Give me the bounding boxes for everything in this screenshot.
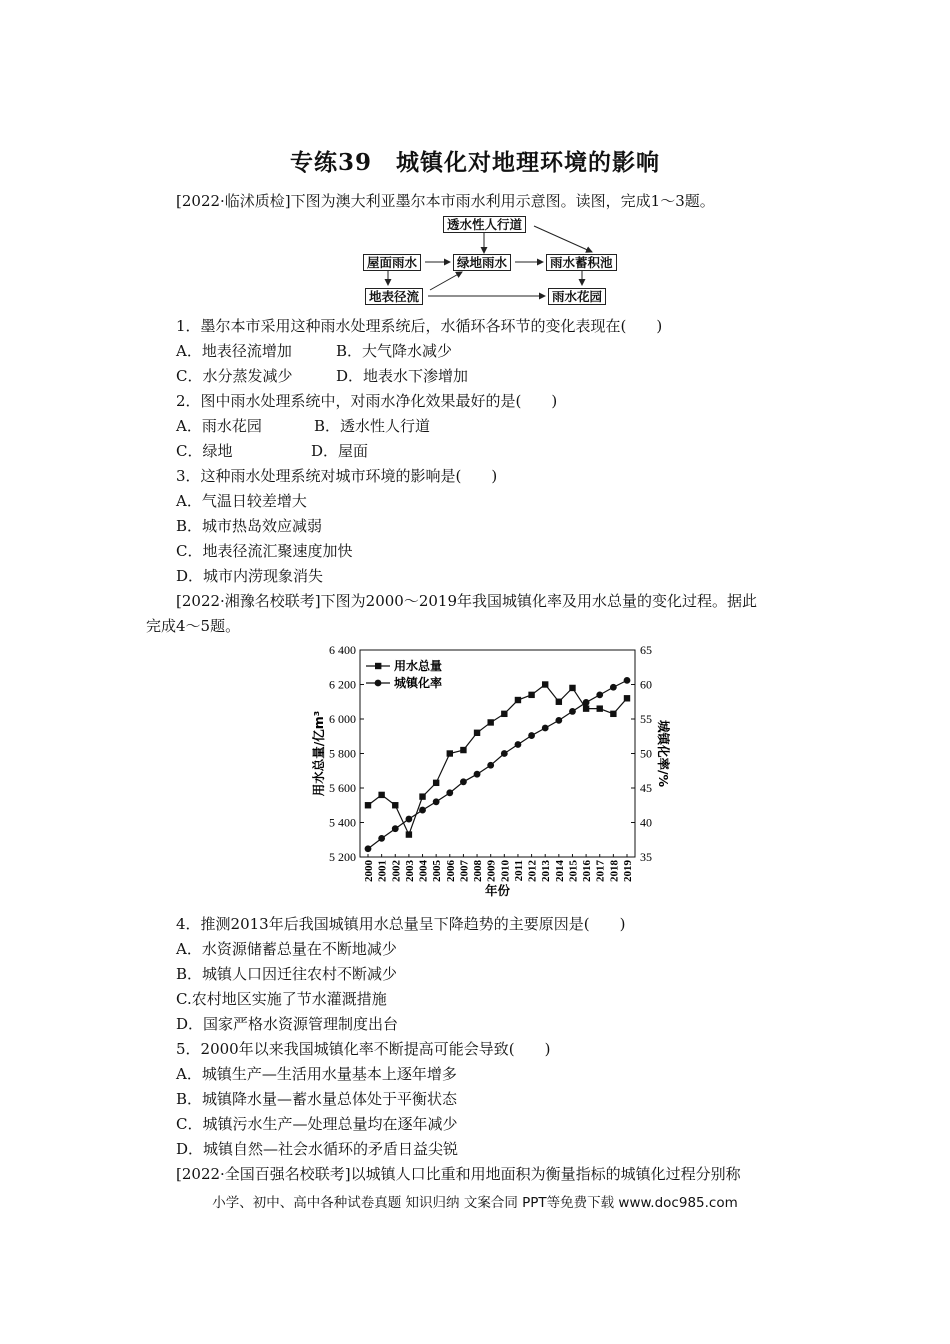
legend-label-1: 用水总量 <box>394 659 443 673</box>
water-use-point <box>433 780 439 786</box>
q1-option-b: B．大气降水减少 <box>336 342 453 360</box>
urbanization-point <box>405 816 412 823</box>
q2-option-c: C．绿地 <box>176 442 233 460</box>
chart-svg <box>305 640 671 898</box>
y-right-tick-label: 45 <box>640 781 652 795</box>
x-tick-label: 2014 <box>553 860 566 882</box>
urbanization-point <box>378 835 385 842</box>
q3-stem: 3．这种雨水处理系统对城市环境的影响是( ) <box>176 467 498 485</box>
water-use-point <box>406 831 412 837</box>
legend-marker-circle <box>375 680 382 687</box>
box-roof-rainwater: 屋面雨水 <box>363 254 421 271</box>
water-use-point <box>624 695 630 701</box>
x-tick-label: 2013 <box>540 860 553 882</box>
box-green-rainwater: 绿地雨水 <box>453 254 511 271</box>
urbanization-point <box>460 778 467 785</box>
x-tick-label: 2010 <box>499 860 512 882</box>
urbanization-point <box>501 750 508 757</box>
footer-banner: 小学、初中、高中各种试卷真题 知识归纳 文案合同 PPT等免费下载 www.doc985.com <box>212 1195 738 1211</box>
x-axis-title: 年份 <box>484 883 511 898</box>
water-use-point <box>610 711 616 717</box>
q3-option-d: D．城市内涝现象消失 <box>176 567 324 585</box>
box-rain-garden: 雨水花园 <box>548 288 606 305</box>
q5-option-a: A．城镇生产—生活用水量基本上逐年增多 <box>176 1065 457 1083</box>
y-right-tick-label: 55 <box>640 712 652 726</box>
rainwater-flow-diagram <box>360 214 640 306</box>
q1-stem: 1．墨尔本市采用这种雨水处理系统后，水循环各环节的变化表现在( ) <box>176 317 663 335</box>
q5-option-d: D．城镇自然—社会水循环的矛盾日益尖锐 <box>176 1140 459 1158</box>
intro-paragraph-1: [2022·临沭质检]下图为澳大利亚墨尔本市雨水利用示意图。读图，完成1～3题。 <box>176 192 715 210</box>
urbanization-point <box>419 807 426 814</box>
box-rain-pool: 雨水蓄积池 <box>546 254 617 271</box>
urbanization-point <box>542 725 549 732</box>
urbanization-point <box>583 699 590 706</box>
y-left-tick-label: 5 200 <box>329 850 356 864</box>
q4-option-d: D．国家严格水资源管理制度出台 <box>176 1015 399 1033</box>
q3-option-b: B．城市热岛效应减弱 <box>176 517 323 535</box>
y-left-tick-label: 6 400 <box>329 643 356 657</box>
page-title: 专练39 城镇化对地理环境的影响 <box>289 149 660 176</box>
y-right-tick-label: 65 <box>640 643 652 657</box>
urbanization-point <box>365 845 372 852</box>
y-right-tick-label: 50 <box>640 746 652 761</box>
water-use-point <box>392 802 398 808</box>
y-right-tick-label: 60 <box>640 677 652 692</box>
urbanization-water-chart <box>305 640 671 898</box>
x-tick-label: 2019 <box>622 860 634 882</box>
water-use-point <box>583 705 589 711</box>
water-use-point <box>474 730 480 736</box>
q4-option-a: A．水资源储蓄总量在不断地减少 <box>176 940 397 958</box>
q2-options-ab <box>176 416 430 436</box>
intro-paragraph-2-cont: 完成4～5题。 <box>146 617 241 635</box>
y-left-tick-label: 6 000 <box>329 712 356 726</box>
urbanization-point <box>555 717 562 724</box>
q3-option-a: A．气温日较差增大 <box>176 492 307 510</box>
q2-option-a: A．雨水花园 <box>176 417 262 435</box>
q4-option-c: C.农村地区实施了节水灌溉措施 <box>176 990 387 1008</box>
q1-options-cd <box>176 366 468 386</box>
water-use-point <box>419 793 425 799</box>
q4-option-b: B．城镇人口因迁往农村不断减少 <box>176 965 398 983</box>
y-left-tick-label: 5 600 <box>329 781 356 795</box>
intro-paragraph-3: [2022·全国百强名校联考]以城镇人口比重和用地面积为衡量指标的城镇化过程分别称 <box>176 1165 741 1183</box>
q1-option-a: A．地表径流增加 <box>176 342 292 360</box>
y-right-tick-label: 40 <box>640 815 652 830</box>
x-tick-label: 2000 <box>363 860 375 882</box>
urbanization-point <box>446 789 453 796</box>
x-tick-label: 2018 <box>608 860 621 882</box>
water-use-point <box>556 699 562 705</box>
legend-marker-square <box>375 663 381 669</box>
x-tick-label: 2006 <box>444 860 457 882</box>
y-right-tick-label: 35 <box>640 850 652 864</box>
x-tick-label: 2008 <box>472 860 485 882</box>
box-permeable-sidewalk: 透水性人行道 <box>443 216 526 233</box>
water-use-point <box>460 747 466 753</box>
x-tick-label: 2005 <box>431 860 444 882</box>
urbanization-point <box>624 677 631 684</box>
x-tick-label: 2004 <box>417 860 430 882</box>
urbanization-point <box>596 691 603 698</box>
x-tick-label: 2002 <box>390 860 403 882</box>
x-tick-label: 2011 <box>512 860 525 882</box>
x-tick-label: 2003 <box>403 860 416 882</box>
urbanization-point <box>569 708 576 715</box>
q2-stem: 2．图中雨水处理系统中，对雨水净化效果最好的是( ) <box>176 392 558 410</box>
q5-option-c: C．城镇污水生产—处理总量均在逐年减少 <box>176 1115 458 1133</box>
q1-options-ab <box>176 341 452 361</box>
water-use-point <box>487 719 493 725</box>
y-left-tick-label: 5 800 <box>329 746 356 761</box>
water-use-point <box>597 705 603 711</box>
x-tick-label: 2015 <box>567 860 580 882</box>
y-left-axis-title: 用水总量/亿m³ <box>311 710 326 797</box>
water-use-point <box>569 685 575 691</box>
q1-option-d: D．地表水下渗增加 <box>336 367 469 385</box>
water-use-point <box>515 697 521 703</box>
water-use-point <box>447 750 453 756</box>
q1-option-c: C．水分蒸发减少 <box>176 367 293 385</box>
intro-paragraph-2: [2022·湘豫名校联考]下图为2000～2019年我国城镇化率及用水总量的变化过程。据此 <box>176 592 757 610</box>
x-tick-label: 2012 <box>526 860 539 882</box>
q3-option-c: C．地表径流汇聚速度加快 <box>176 542 353 560</box>
legend-label-2: 城镇化率 <box>394 676 443 690</box>
x-tick-label: 2016 <box>581 860 594 882</box>
y-right-axis-title: 城镇化率/% <box>656 719 671 788</box>
water-use-point <box>501 711 507 717</box>
y-left-tick-label: 6 200 <box>329 677 356 692</box>
urbanization-point <box>487 762 494 769</box>
q2-option-d: D．屋面 <box>311 442 369 460</box>
x-tick-label: 2017 <box>594 860 607 882</box>
q2-option-b: B．透水性人行道 <box>314 417 431 435</box>
urbanization-point <box>515 741 522 748</box>
box-surface-runoff: 地表径流 <box>365 288 423 305</box>
water-use-point <box>365 802 371 808</box>
water-use-point <box>528 692 534 698</box>
urbanization-point <box>528 732 535 739</box>
q4-stem: 4．推测2013年后我国城镇用水总量呈下降趋势的主要原因是( ) <box>176 915 626 933</box>
urbanization-point <box>474 771 481 778</box>
x-tick-label: 2007 <box>458 860 471 882</box>
q5-stem: 5．2000年以来我国城镇化率不断提高可能会导致( ) <box>176 1040 551 1058</box>
urbanization-point <box>433 798 440 805</box>
q2-options-cd <box>176 441 368 461</box>
y-left-tick-label: 5 400 <box>329 815 356 830</box>
water-use-point <box>542 681 548 687</box>
urbanization-point <box>610 684 617 691</box>
water-use-point <box>378 792 384 798</box>
q5-option-b: B．城镇降水量—蓄水量总体处于平衡状态 <box>176 1090 458 1108</box>
x-tick-label: 2001 <box>376 860 389 882</box>
urbanization-point <box>392 825 399 832</box>
x-tick-label: 2009 <box>485 860 498 882</box>
